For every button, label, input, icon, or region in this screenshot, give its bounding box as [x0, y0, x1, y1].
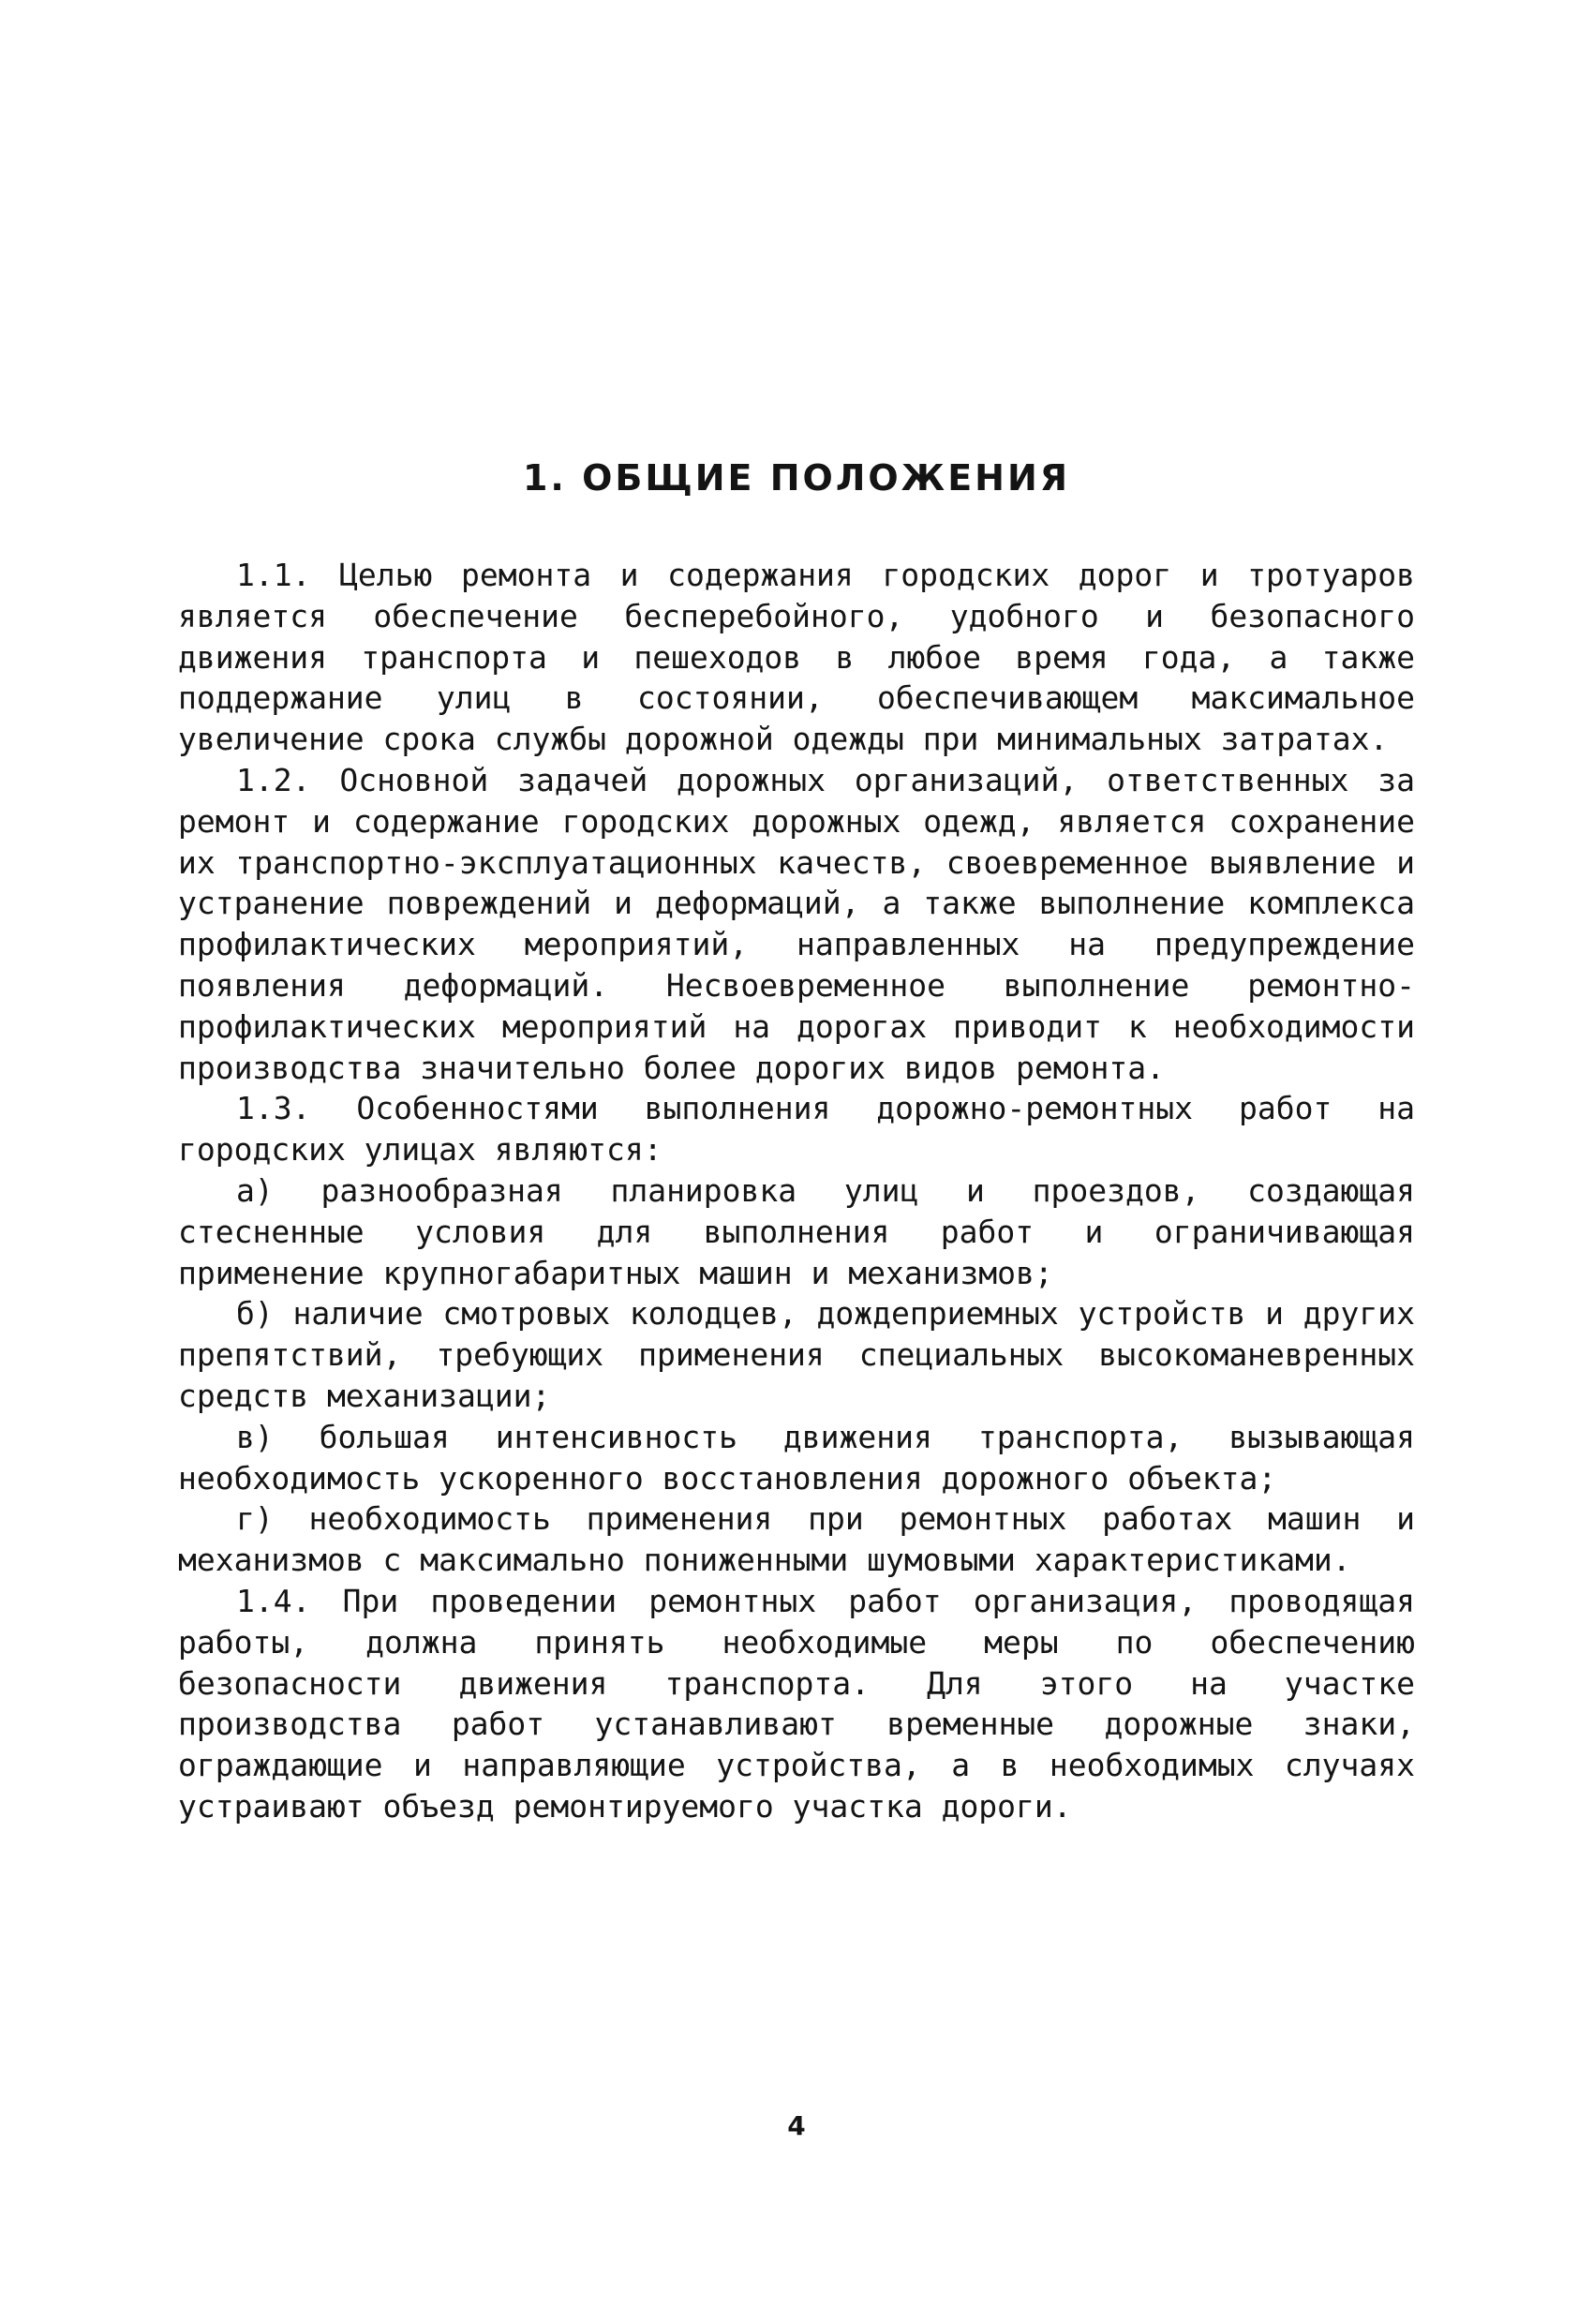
- section-heading: 1. ОБЩИЕ ПОЛОЖЕНИЯ: [522, 457, 1071, 499]
- paragraph-1-3: 1.3. Особенностями выполнения дорожно-ремонтных работ на городских улицах являются:: [178, 1090, 1415, 1169]
- list-item-b: б) наличие смотровых колодцев, дождеприемных устройств и других препятствий, требующих применения специальных высокоманевренных средств механизации;: [178, 1295, 1415, 1414]
- list-item-v: в) большая интенсивность движения транспорта, вызывающая необходимость ускоренного восстановления дорожного объекта;: [178, 1418, 1415, 1497]
- paragraph-1-1: 1.1. Целью ремонта и содержания городских дорог и тротуаров является обеспечение бесперебойного, удобного и безопасного движения транспорта и пешеходов в любое время года, а также поддержание улиц в состоянии, обеспечивающем максимальное увеличение срока службы дорожной одежды при минимальных затратах.: [178, 557, 1415, 758]
- body-text: [178, 555, 1415, 1827]
- paragraph-1-2: 1.2. Основной задачей дорожных организаций, ответственных за ремонт и содержание городских дорожных одежд, является сохранение их транспортно-эксплуатационных качеств, своевременное выявление и устранение повреждений и деформаций, а также выполнение комплекса профилактических мероприятий, направленных на предупреждение появления деформаций. Несвоевременное выполнение ремонтно-профилактических мероприятий на дорогах приводит к необходимости производства значительно более дорогих видов ремонта.: [178, 761, 1415, 1086]
- page-number: 4: [787, 2110, 806, 2141]
- list-item-a: а) разнообразная планировка улиц и проездов, создающая стесненные условия для выполнения работ и ограничивающая применение крупногабаритных машин и механизмов;: [178, 1171, 1415, 1291]
- paragraph-1-4: 1.4. При проведении ремонтных работ организация, проводящая работы, должна принять необходимые меры по обеспечению безопасности движения транспорта. Для этого на участке производства работ устанавливают временные дорожные знаки, ограждающие и направляющие устройства, а в необходимых случаях устраивают объезд ремонтируемого участка дороги.: [178, 1582, 1415, 1825]
- list-item-g: г) необходимость применения при ремонтных работах машин и механизмов с максимально пониженными шумовыми характеристиками.: [178, 1500, 1415, 1579]
